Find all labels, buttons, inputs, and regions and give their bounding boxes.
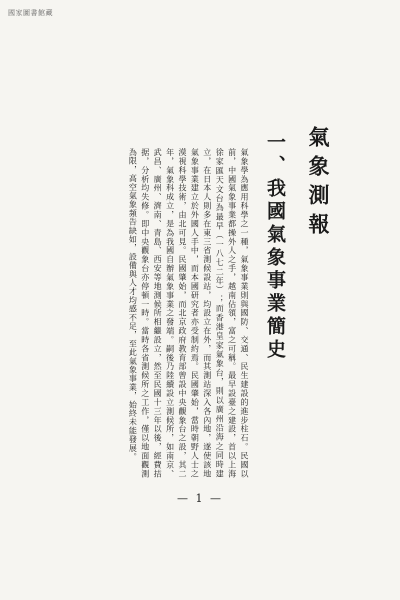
section-heading: 一、我國氣象事業簡史 [264, 132, 286, 362]
page-number: — 1 — [177, 492, 223, 505]
body-paragraph: 氣象學為應用科學之一種，氣象事業則與國防、交通、民生建設的進步柱石。民國以前，中國氣象事業都操外人之手，越南佔領，富之可稱。最早設臺之建設，首以上海徐家匯天文台為最早（一八七二年）；而香港皇家氣象台，則以廣州沿海之同時建立，在日本人則多在東三省測候設站，均設立在外，而其測站深入各內地，遂使該地氣象事業建立於外國人手中，而本國研究者亦受制約焉。民國肇始，當時朝野人士之漠視科學技術，由北可見。民國肇始，而北京政府教育部曾設中央觀象台之設，其二年，氣象科成立，是為我國自辦氣象事業之發端。嗣後乃陸續設立測候所，如南京、武昌、廣州、濟南、青島、西安等地測候所相繼設立，然至民國十三年以後，經費拮据，分析均失修。即中央觀象台亦停頓一時。當時各省測候所之工作，僅以地面觀測為限，高空氣象頻告缺如，設備與人才均感不足，至此氣象事業，始終未能發展。 [128, 148, 249, 478]
document-title: 氣象測報 [306, 126, 331, 242]
library-stamp: 國家圖書館藏 [8, 9, 53, 17]
